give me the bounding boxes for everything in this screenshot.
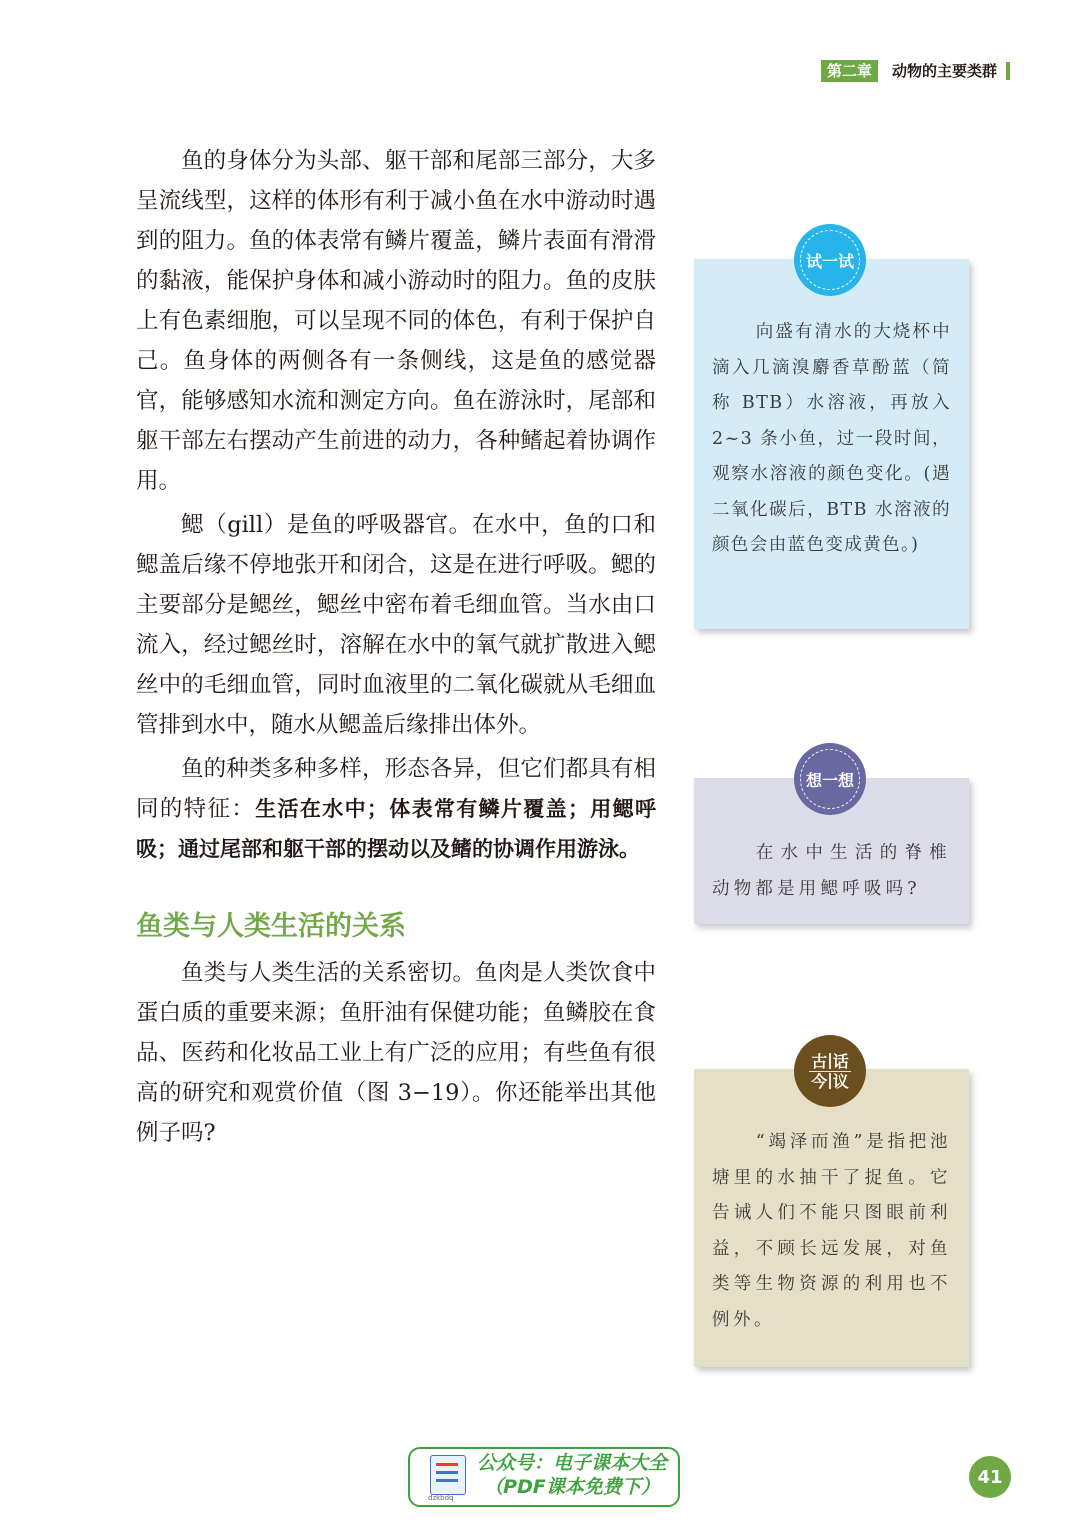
old-saying-text: “竭泽而渔”是指把池塘里的水抽干了捉鱼。它告诫人们不能只图眼前利益，不顾长远发展，对鱼类等生物资源的利用也不例外。 — [712, 1132, 951, 1330]
watermark-stamp — [408, 1447, 680, 1507]
badge-char-hua: 话 — [832, 1051, 849, 1071]
paragraph-gill: 鳃（gill）是鱼的呼吸器官。在水中，鱼的口和鳃盖后缘不停地张开和闭合，这是在进行呼吸。鳃的主要部分是鳃丝，鳃丝中密布着毛细血管。当水由口流入，经过鳃丝时，溶解在水中的氧气就扩散进入鳃丝中的毛细血管，同时血液里的二氧化碳就从毛细血管排到水中，随水从鳃盖后缘排出体外。 — [136, 512, 656, 738]
badge-char-gu: 古 — [811, 1051, 828, 1071]
stamp-line-2: （PDF课本免费下） — [484, 1476, 660, 1498]
paragraph-fish-features — [136, 749, 656, 869]
paragraph-fish-body: 鱼的身体分为头部、躯干部和尾部三部分，大多呈流线型，这样的体形有利于减小鱼在水中游动时遇到的阻力。鱼的体表常有鳞片覆盖，鳞片表面有滑滑的黏液，能保护身体和减小游动时的阻力。鱼的皮肤上有色素细胞，可以呈现不同的体色，有利于保护自己。鱼身体的两侧各有一条侧线，这是鱼的感觉器官，能够感知水流和测定方向。鱼在游泳时，尾部和躯干部左右摆动产生前进的动力，各种鳍起着协调作用。 — [136, 148, 656, 494]
page-number: 41 — [969, 1456, 1011, 1498]
think-badge-label: 想一想 — [805, 770, 854, 790]
section-heading: 鱼类与人类生活的关系 — [136, 911, 406, 942]
header-accent-bar — [1006, 62, 1010, 80]
old-saying-badge — [794, 1035, 866, 1107]
think-box — [694, 770, 969, 924]
stamp-small-label: dzkbdq — [428, 1494, 454, 1502]
chapter-title: 动物的主要类群 — [891, 62, 997, 80]
features-intro: 鱼的种类多种多样，形态各异，但它们都具有相同的特征： — [136, 756, 656, 822]
try-it-badge — [794, 224, 866, 296]
stamp-line-1: 公众号：电子课本大全 — [476, 1452, 667, 1474]
book-icon — [430, 1455, 466, 1495]
paragraph-fish-humans: 鱼类与人类生活的关系密切。鱼肉是人类饮食中蛋白质的重要来源；鱼肝油有保健功能；鱼鳞胶在食品、医药和化妆品工业上有广泛的应用；有些鱼有很高的研究和观赏价值（图 3−19）。你还能举出其他例子吗? — [136, 960, 656, 1146]
try-it-box — [694, 251, 969, 629]
think-text: 在水中生活的脊椎动物都是用鳃呼吸吗? — [712, 843, 951, 899]
try-it-badge-label: 试一试 — [805, 251, 854, 271]
main-text-column — [136, 141, 656, 1153]
try-it-text: 向盛有清水的大烧杯中滴入几滴溴麝香草酚蓝（简称 BTB）水溶液，再放入 2~3 条小鱼，过一段时间，观察水溶液的颜色变化。(遇二氧化碳后，BTB 水溶液的颜色会由蓝色变成黄色。) — [712, 322, 951, 555]
page-header — [821, 60, 1010, 82]
features-bold: 生活在水中；体表常有鳞片覆盖；用鳃呼吸；通过尾部和躯干部的摆动以及鳍的协调作用游泳。 — [136, 797, 656, 861]
badge-char-jin: 今 — [811, 1071, 828, 1091]
badge-char-yi: 议 — [832, 1071, 849, 1091]
chapter-tag: 第二章 — [821, 60, 878, 82]
think-badge — [794, 743, 866, 815]
old-saying-box — [694, 1051, 969, 1367]
